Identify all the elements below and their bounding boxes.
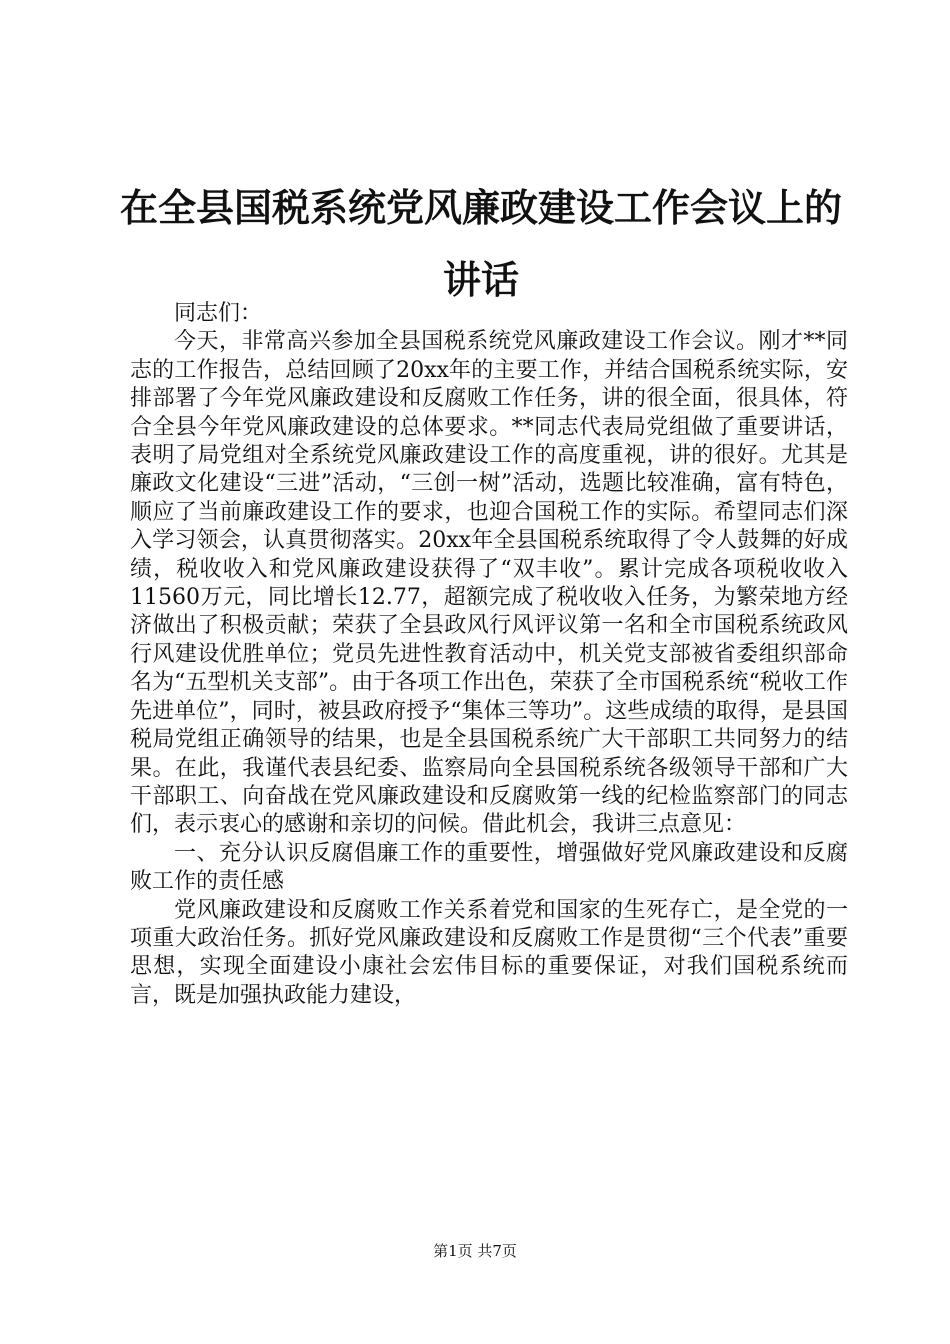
paragraph-opening: 今天，非常高兴参加全县国税系统党风廉政建设工作会议。刚才**同志的工作报告，总结回顾了20xx年的主要工作，并结合国税系统实际，安排部署了今年党风廉政建设和反腐败工作任务，讲的很全面，很具体，符合全县今年党风廉政建设的总体要求。**同志代表局党组做了重要讲话，表明了局党组对全系统党风廉政建设工作的高度重视，讲的很好。尤其是廉政文化建设“三进”活动，“三创一树”活动，选题比较准确，富有特色，顺应了当前廉政建设工作的要求，也迎合国税工作的实际。希望同志们深入学习领会，认真贯彻落实。20xx年全县国税系统取得了令人鼓舞的好成绩，税收收入和党风廉政建设获得了“双丰收”。累计完成各项税收收入11560万元，同比增长12.77，超额完成了税收收入任务，为繁荣地方经济做出了积极贡献；荣获了全县政风行风评议第一名和全市国税系统政风行风建设优胜单位；党员先进性教育活动中，机关党支部被省委组织部命名为“五型机关支部”。由于各项工作出色，荣获了全市国税系统“税收工作先进单位”，同时，被县政府授予“集体三等功”。这些成绩的取得，是县国税局党组正确领导的结果，也是全县国税系统广大干部职工共同努力的结果。在此，我谨代表县纪委、监察局向全县国税系统各级领导干部和广大干部职工、向奋战在党风廉政建设和反腐败第一线的纪检监察部门的同志们，表示衷心的感谢和亲切的问候。借此机会，我讲三点意见： — [130, 329, 848, 838]
document-body — [130, 300, 848, 1010]
salutation: 同志们： — [174, 301, 263, 326]
section-heading-1: 一、充分认识反腐倡廉工作的重要性，增强做好党风廉政建设和反腐败工作的责任感 — [130, 840, 848, 895]
document-title: 在全县国税系统党风廉政建设工作会议上的讲话 — [120, 186, 843, 302]
page-footer: 第1页 共7页 — [433, 1242, 517, 1260]
paragraph-section-1: 党风廉政建设和反腐败工作关系着党和国家的生死存亡，是全党的一项重大政治任务。抓好党风廉政建设和反腐败工作是贯彻“三个代表”重要思想，实现全面建设小康社会宏伟目标的重要保证，对我们国税系统而言，既是加强执政能力建设， — [130, 897, 848, 1008]
